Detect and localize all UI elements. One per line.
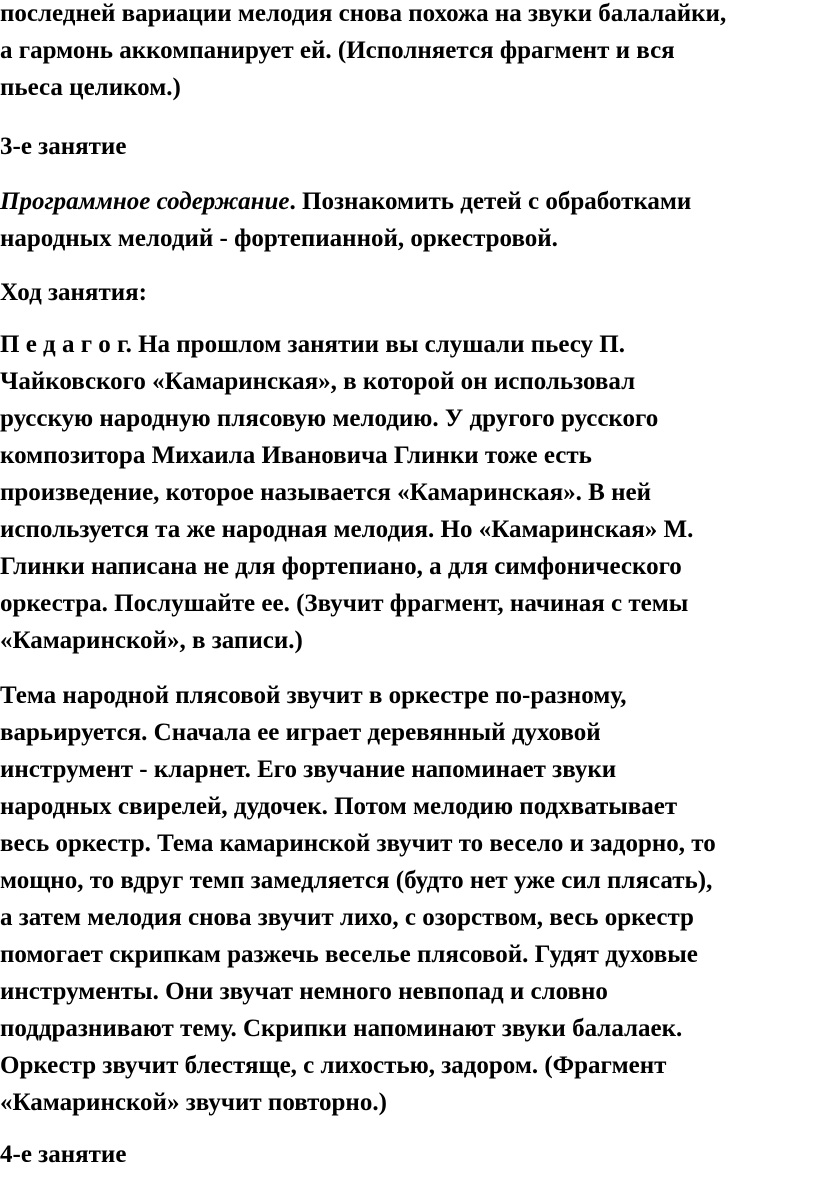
text-line: композитора Михаила Ивановича Глинки тоже есть: [0, 442, 592, 469]
course-heading: Ход занятия:: [0, 279, 147, 306]
text-line: используется та же народная мелодия. Но «Камаринская» М.: [0, 516, 694, 543]
text-line: Чайковского «Камаринская», в которой он использовал: [0, 368, 636, 395]
text-line: Оркестр звучит блестяще, с лихостью, задором. (Фрагмент: [0, 1052, 667, 1079]
intro-paragraph: [0, 0, 726, 106]
text-line: Тема народной плясовой звучит в оркестре по-разному,: [0, 682, 627, 709]
text-line: Глинки написана не для фортепиано, а для симфонического: [0, 553, 682, 580]
text-line: поддразнивают тему. Скрипки напоминают звуки балалаек.: [0, 1015, 683, 1042]
teacher-paragraph: [0, 326, 693, 659]
text-line: оркестра. Послушайте ее. (Звучит фрагмент, начиная с темы: [0, 590, 689, 617]
text-line: [0, 326, 693, 363]
lesson-4-heading: 4-е занятие: [0, 1141, 127, 1168]
program-content-paragraph: [0, 183, 691, 257]
text-line: последней вариации мелодия снова похожа на звуки балалайки,: [0, 0, 727, 27]
text-line: [0, 183, 691, 220]
text-line: а затем мелодия снова звучит лихо, с озорством, весь оркестр: [0, 904, 694, 931]
text-line: произведение, которое называется «Камаринская». В ней: [0, 479, 651, 506]
text-line: а гармонь аккомпанирует ей. (Исполняется фрагмент и вся: [0, 37, 675, 64]
text-line: «Камаринской» звучит повторно.): [0, 1089, 387, 1116]
lesson-3-heading: 3-е занятие: [0, 133, 127, 160]
text-line: народных мелодий - фортепианной, оркестровой.: [0, 225, 558, 252]
text-line: пьеса целиком.): [0, 74, 181, 101]
text-line: варьируется. Сначала ее играет деревянный духовой: [0, 719, 601, 746]
text-line: «Камаринской», в записи.): [0, 627, 303, 654]
program-text: . Познакомить детей с обработками: [289, 188, 692, 215]
text-line: мощно, то вдруг темп замедляется (будто нет уже сил плясать),: [0, 867, 713, 894]
text-line: помогает скрипкам разжечь веселье плясовой. Гудят духовые: [0, 941, 698, 968]
teacher-label: П е д а г о г.: [0, 331, 132, 358]
theme-paragraph: [0, 677, 716, 1121]
text-line: инструмент - кларнет. Его звучание напоминает звуки: [0, 756, 617, 783]
text-line: народных свирелей, дудочек. Потом мелодию подхватывает: [0, 793, 678, 820]
program-label: Программное содержание: [0, 188, 290, 215]
teacher-text: На прошлом занятии вы слушали пьесу П.: [131, 331, 625, 358]
text-line: русскую народную плясовую мелодию. У другого русского: [0, 405, 659, 432]
text-line: инструменты. Они звучат немного невпопад и словно: [0, 978, 608, 1005]
text-line: весь оркестр. Тема камаринской звучит то весело и задорно, то: [0, 830, 716, 857]
